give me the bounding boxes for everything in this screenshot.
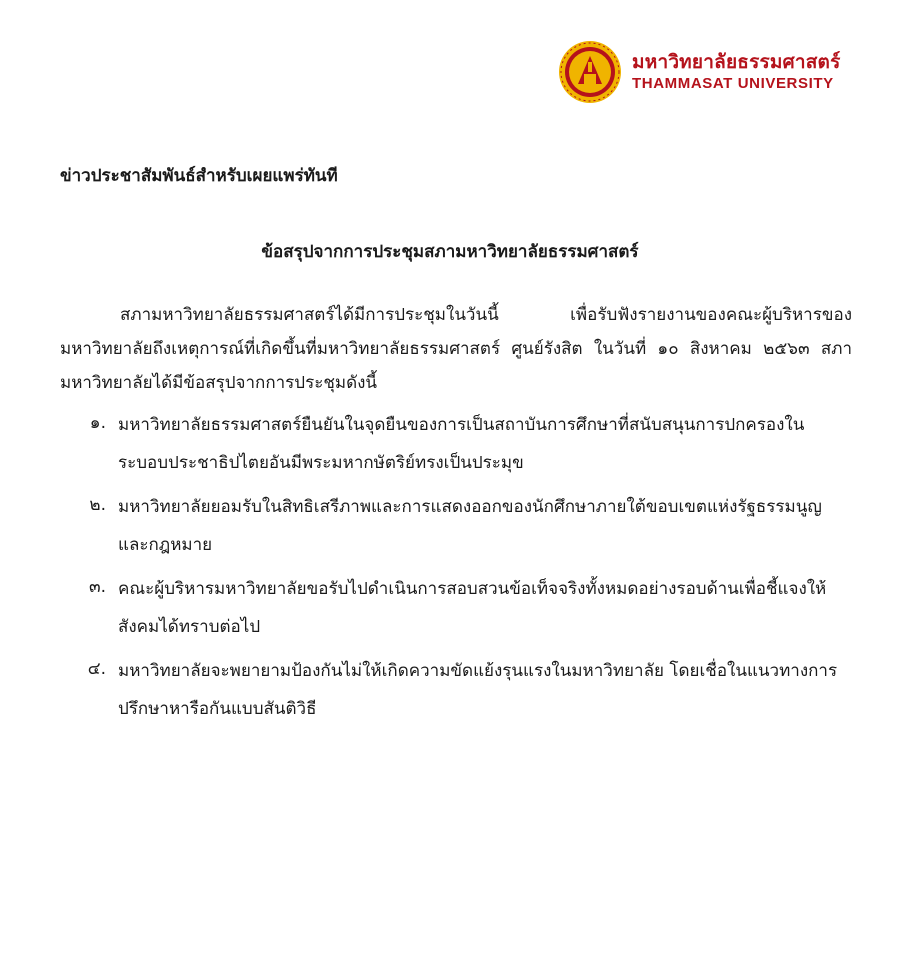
university-logo: [558, 40, 841, 104]
logo-english-name: THAMMASAT UNIVERSITY: [632, 75, 834, 92]
item-text: มหาวิทยาลัยธรรมศาสตร์ยืนยันในจุดยืนของการเป็นสถาบันการศึกษาที่สนับสนุนการปกครองในระบอบประชาธิปไตยอันมีพระมหากษัตริย์ทรงเป็นประมุข: [118, 415, 805, 473]
press-release-headline: ข่าวประชาสัมพันธ์สำหรับเผยแพร่ทันที: [60, 166, 338, 186]
item-text: มหาวิทยาลัยยอมรับในสิทธิเสรีภาพและการแสดงออกของนักศึกษาภายใต้ขอบเขตแห่งรัฐธรรมนูญและกฎหมาย: [118, 497, 822, 555]
logo-thai-name: มหาวิทยาลัยธรรมศาสตร์: [632, 51, 841, 73]
item-number: ๓.: [88, 577, 106, 597]
logo-text: [632, 50, 841, 94]
list-item: [60, 406, 852, 482]
item-text: คณะผู้บริหารมหาวิทยาลัยขอรับไปดำเนินการสอบสวนข้อเท็จจริงทั้งหมดอย่างรอบด้านเพื่อชี้แจงให้สังคมได้ทราบต่อไป: [118, 579, 827, 637]
item-number: ๔.: [87, 659, 106, 679]
list-item: [60, 488, 852, 564]
document-title: ข้อสรุปจากการประชุมสภามหาวิทยาลัยธรรมศาสตร์: [261, 242, 639, 262]
document-body: [60, 298, 852, 728]
item-number: ๑.: [89, 413, 106, 433]
item-number: ๒.: [89, 495, 106, 515]
item-text: มหาวิทยาลัยจะพยายามป้องกันไม่ให้เกิดความขัดแย้งรุนแรงในมหาวิทยาลัย โดยเชื่อในแนวทางการปรึกษาหารือกันแบบสันติวิธี: [118, 661, 838, 719]
list-item: [60, 570, 852, 646]
university-seal-icon: [558, 40, 622, 104]
conclusion-list: [60, 406, 852, 728]
list-item: [60, 652, 852, 728]
intro-paragraph: สภามหาวิทยาลัยธรรมศาสตร์ได้มีการประชุมในวันนี้ เพื่อรับฟังรายงานของคณะผู้บริหารของมหาวิทยาลัยถึงเหตุการณ์ที่เกิดขึ้นที่มหาวิทยาลัยธรรมศาสตร์ ศูนย์รังสิต ในวันที่ ๑๐ สิงหาคม ๒๕๖๓ สภามหาวิทยาลัยได้มีข้อสรุปจากการประชุมดังนี้: [60, 305, 852, 393]
